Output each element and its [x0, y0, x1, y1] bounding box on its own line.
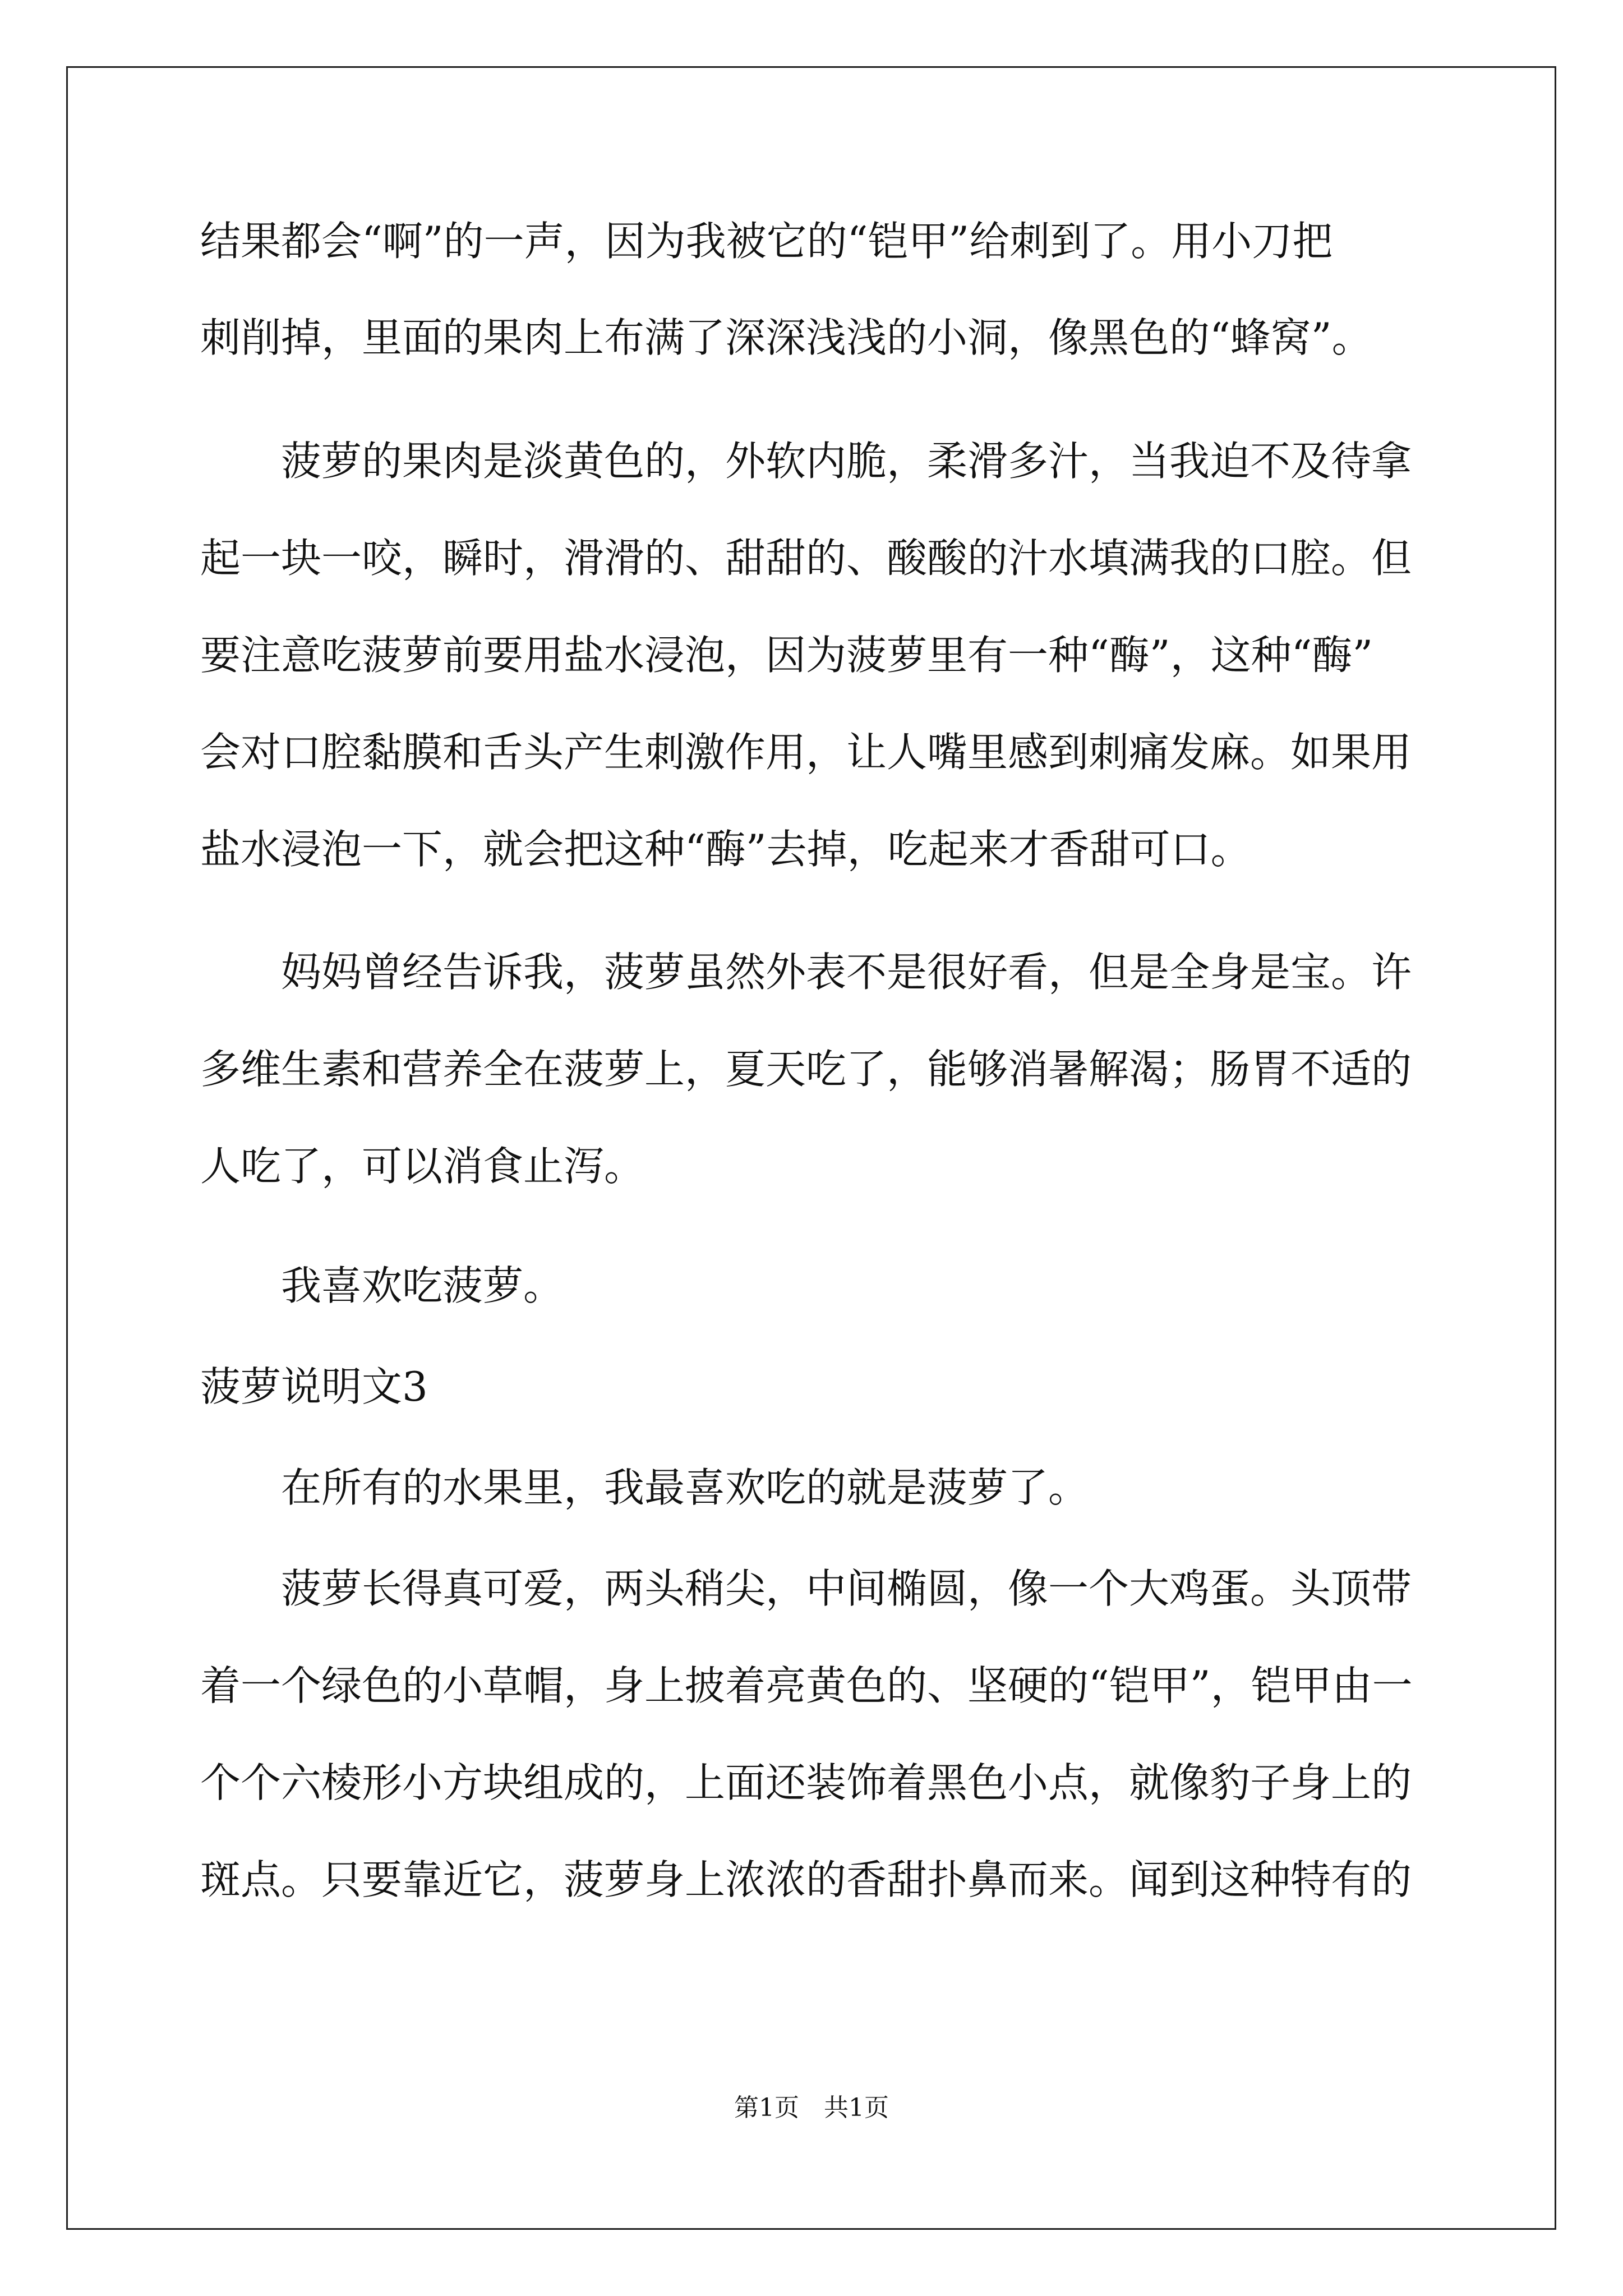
text-line: 刺削掉，里面的果肉上布满了深深浅浅的小洞，像黑色的“蜂窝”。 — [200, 314, 1372, 361]
text-line: 起一块一咬，瞬时，滑滑的、甜甜的、酸酸的汁水填满我的口腔。但 — [200, 535, 1412, 582]
text-line: 在所有的水果里，我最喜欢吃的就是菠萝了。 — [281, 1464, 1089, 1511]
text-line: 菠萝长得真可爱，两头稍尖，中间椭圆，像一个大鸡蛋。头顶带 — [281, 1565, 1412, 1612]
text-line: 我喜欢吃菠萝。 — [281, 1262, 564, 1309]
page-number: 第1页 共1页 — [734, 2093, 889, 2122]
text-line: 人吃了，可以消食止泻。 — [200, 1143, 645, 1190]
text-line: 盐水浸泡一下，就会把这种“酶”去掉，吃起来才香甜可口。 — [200, 826, 1251, 873]
section-heading: 菠萝说明文3 — [200, 1363, 428, 1410]
text-line: 菠萝的果肉是淡黄色的，外软内脆，柔滑多汁，当我迫不及待拿 — [281, 438, 1412, 485]
text-line: 着一个绿色的小草帽，身上披着亮黄色的、坚硬的“铠甲”，铠甲由一 — [200, 1662, 1413, 1709]
text-line: 多维生素和营养全在菠萝上，夏天吃了，能够消暑解渴；肠胃不适的 — [200, 1046, 1412, 1093]
text-line: 斑点。只要靠近它，菠萝身上浓浓的香甜扑鼻而来。闻到这种特有的 — [200, 1856, 1412, 1903]
text-line: 会对口腔黏膜和舌头产生刺激作用，让人嘴里感到刺痛发麻。如果用 — [200, 729, 1412, 776]
text-line: 个个六棱形小方块组成的，上面还装饰着黑色小点，就像豹子身上的 — [200, 1759, 1412, 1806]
text-line: 妈妈曾经告诉我，菠萝虽然外表不是很好看，但是全身是宝。许 — [281, 949, 1412, 996]
text-line: 结果都会“啊”的一声，因为我被它的“铠甲”给刺到了。用小刀把 — [200, 218, 1333, 265]
text-line: 要注意吃菠萝前要用盐水浸泡，因为菠萝里有一种“酶”，这种“酶” — [200, 632, 1373, 679]
